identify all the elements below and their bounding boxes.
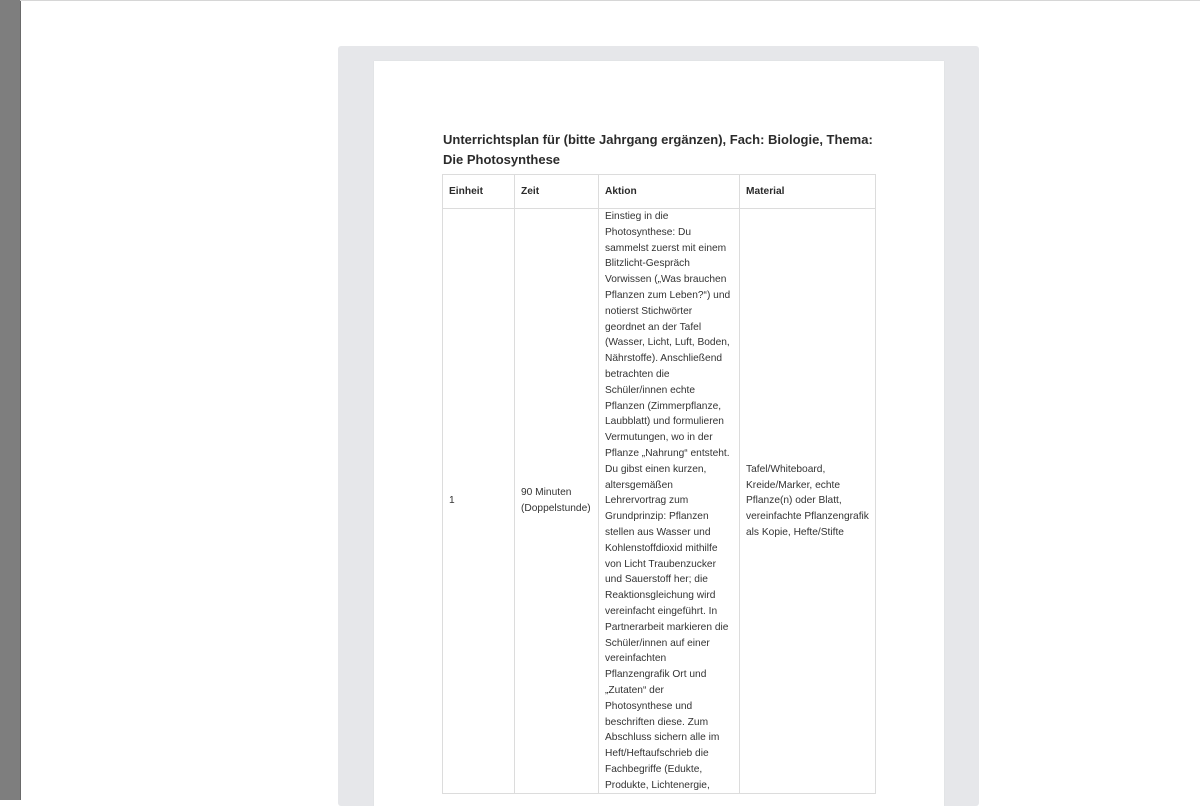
- table-row: [443, 209, 876, 794]
- window-left-edge: [0, 0, 21, 800]
- table-header-row: [443, 175, 876, 209]
- lesson-plan-table: [442, 174, 876, 794]
- document-title: Unterrichtsplan für (bitte Jahrgang ergänzen), Fach: Biologie, Thema: Die Photosynthese: [443, 132, 873, 167]
- cell-einheit: 1: [443, 209, 515, 794]
- cell-material: Tafel/Whiteboard, Kreide/Marker, echte Pflanze(n) oder Blatt, vereinfachte Pflanzengrafik als Kopie, Hefte/Stifte: [740, 209, 876, 794]
- document-page: [374, 61, 944, 806]
- header-zeit: Zeit: [515, 175, 599, 209]
- header-aktion: Aktion: [599, 175, 740, 209]
- header-einheit: Einheit: [443, 175, 515, 209]
- cell-zeit: 90 Minuten (Doppelstunde): [515, 209, 599, 794]
- header-material: Material: [740, 175, 876, 209]
- cell-aktion: Einstieg in die Photosynthese: Du sammelst zuerst mit einem Blitzlicht-Gespräch Vorwissen („Was brauchen Pflanzen zum Leben?“) und notierst Stichwörter geordnet an der Tafel (Wasser, Licht, Luft, Boden, Nährstoffe). Anschließend betrachten die Schüler/innen echte Pflanzen (Zimmerpflanze, Laubblatt) und formulieren Vermutungen, wo in der Pflanze „Nahrung“ entsteht. Du gibst einen kurzen, altersgemäßen Lehrervortrag zum Grundprinzip: Pflanzen stellen aus Wasser und Kohlenstoffdioxid mithilfe von Licht Traubenzucker und Sauerstoff her; die Reaktionsgleichung wird vereinfacht eingeführt. In Partnerarbeit markieren die Schüler/innen auf einer vereinfachten Pflanzengrafik Ort und „Zutaten“ der Photosynthese und beschriften diese. Zum Abschluss sichern alle im Heft/Heftaufschrieb die Fachbegriffe (Edukte, Produkte, Lichtenergie,: [599, 209, 740, 794]
- window-top-border: [20, 0, 1200, 1]
